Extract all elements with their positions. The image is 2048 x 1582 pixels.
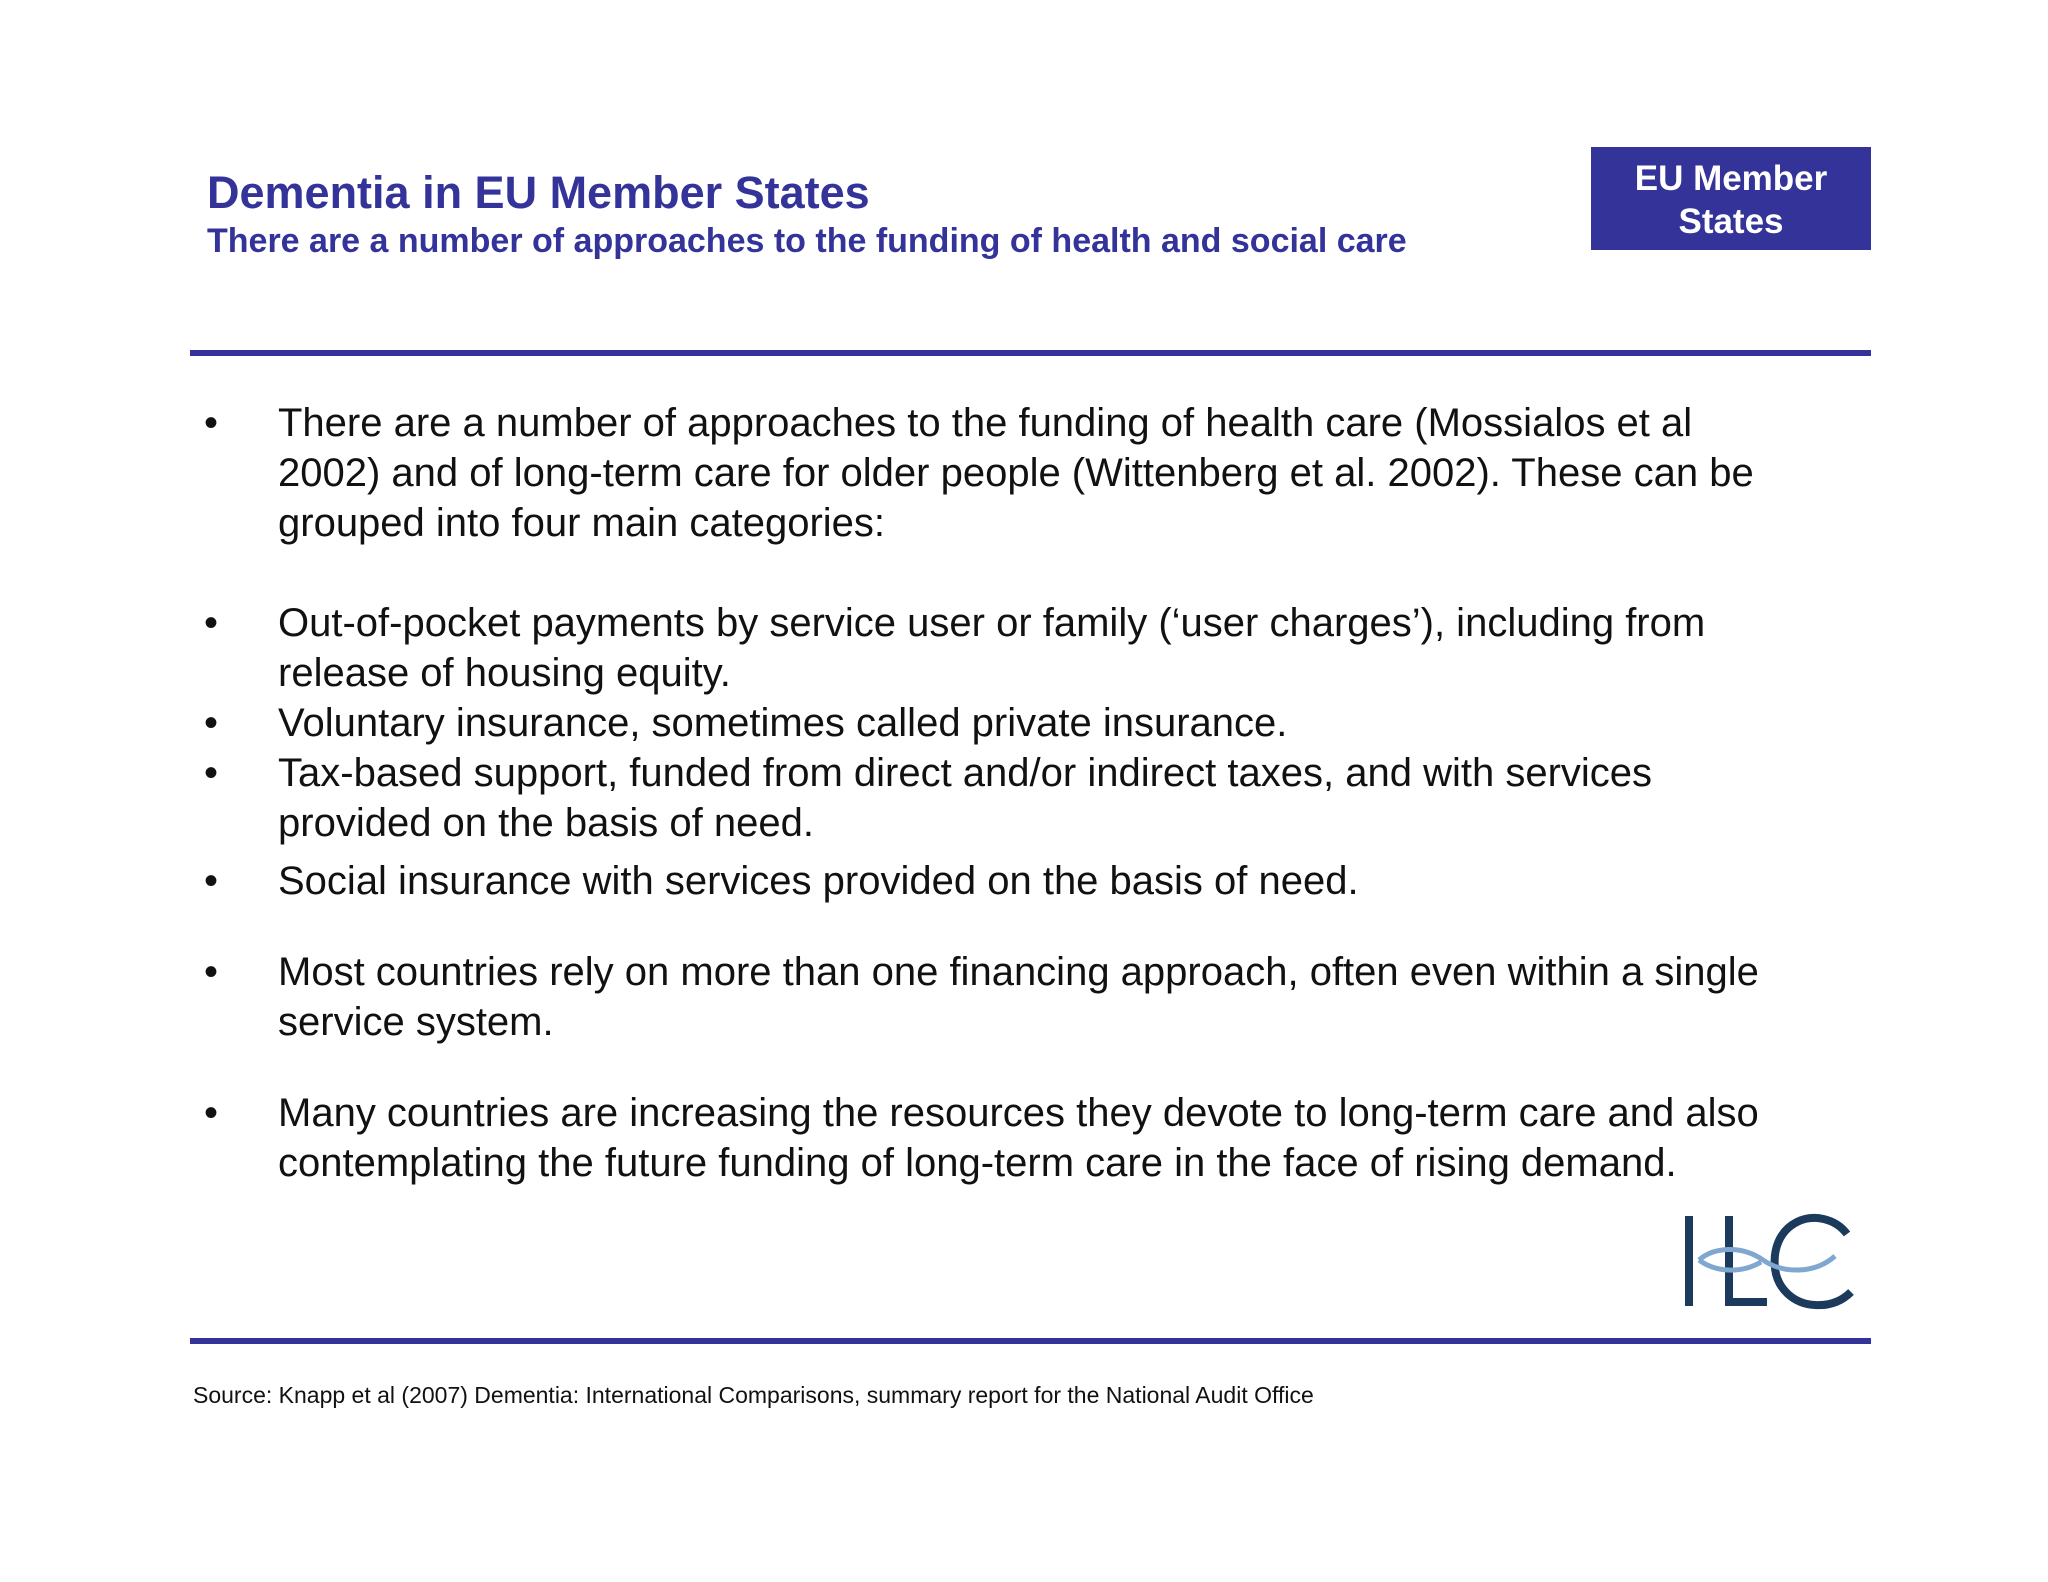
bullet-text: Tax-based support, funded from direct and/or indirect taxes, and with services provided on the basis of need. <box>278 751 1653 845</box>
header-divider <box>190 350 1871 356</box>
bullet-marker: • <box>204 1091 219 1135</box>
bullet-marker: • <box>204 859 219 903</box>
section-badge <box>1591 147 1871 250</box>
bullet-marker: • <box>204 950 219 994</box>
section-badge-label: EU Member States <box>1634 159 1828 241</box>
bullet-text: Most countries rely on more than one financing approach, often even within a single service system. <box>278 950 1759 1044</box>
footer-divider <box>190 1338 1871 1344</box>
bullet-text: Voluntary insurance, sometimes called private insurance. <box>278 701 1288 745</box>
source-citation: Source: Knapp et al (2007) Dementia: International Comparisons, summary report for the National Audit Office <box>193 1382 1314 1408</box>
bullet-text: There are a number of approaches to the funding of health care (Mossialos et al 2002) and of long-term care for older people (Wittenberg et al. 2002). These can be grouped into four main categories: <box>278 401 1754 545</box>
slide-title: Dementia in EU Member States <box>207 167 870 218</box>
slide-subtitle: There are a number of approaches to the funding of health and social care <box>207 222 1407 260</box>
bullet-text: Many countries are increasing the resources they devote to long-term care and also contemplating the future funding of long-term care in the face of rising demand. <box>278 1091 1759 1185</box>
bullet-marker: • <box>204 701 219 745</box>
bullet-marker: • <box>204 601 219 645</box>
bullet-marker: • <box>204 751 219 795</box>
ilc-logo <box>1685 1212 1855 1312</box>
bullet-marker: • <box>204 401 219 445</box>
bullet-text: Out-of-pocket payments by service user or family (‘user charges’), including from release of housing equity. <box>278 601 1706 695</box>
bullet-text: Social insurance with services provided on the basis of need. <box>278 859 1359 903</box>
